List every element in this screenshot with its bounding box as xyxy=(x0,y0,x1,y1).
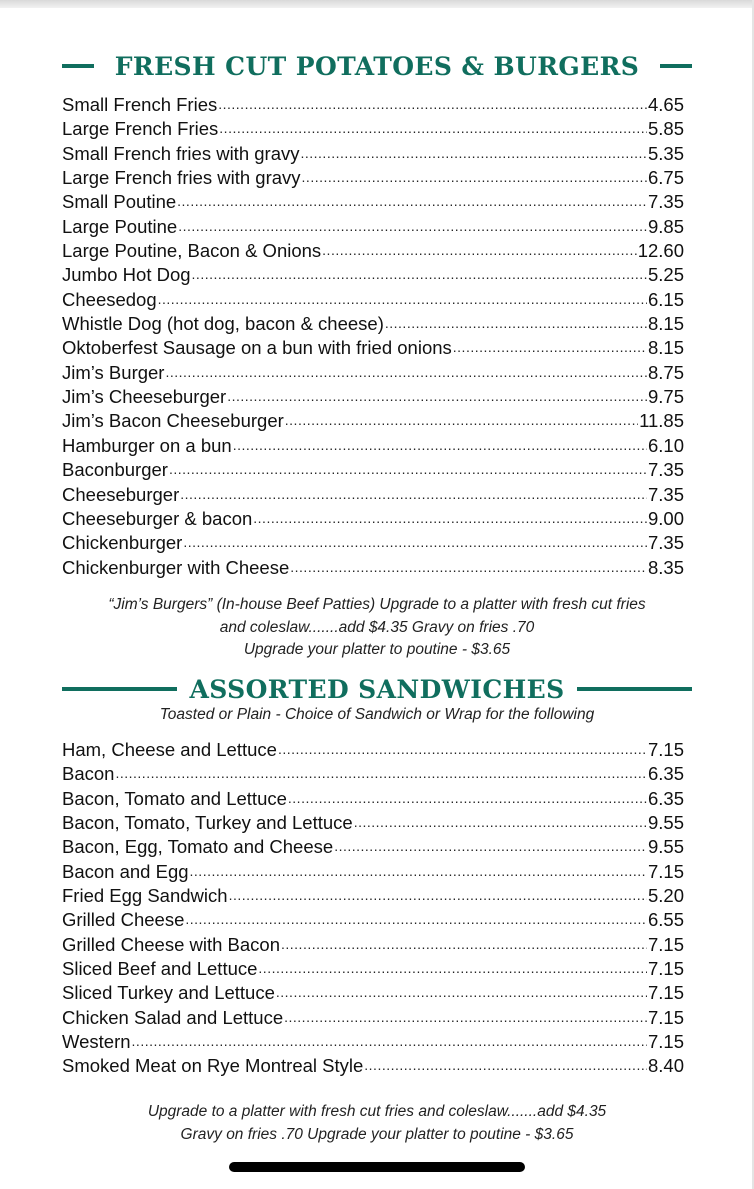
menu-item-name: Bacon, Egg, Tomato and Cheese xyxy=(62,836,334,858)
menu-item-name: Jim’s Burger xyxy=(62,361,165,383)
menu-item-name: Chickenburger xyxy=(62,532,183,554)
heading-rule-right xyxy=(577,687,692,691)
menu-item-name: Jumbo Hot Dog xyxy=(62,264,191,286)
menu-item-row xyxy=(62,957,684,981)
menu-item-price: 5.35 xyxy=(647,142,684,164)
sandwich-menu-list xyxy=(62,738,684,1079)
menu-item-name: Grilled Cheese with Bacon xyxy=(62,933,280,955)
menu-item-row xyxy=(62,835,684,859)
menu-item-name: Oktoberfest Sausage on a bun with fried onions xyxy=(62,337,452,359)
menu-item-row xyxy=(62,738,684,762)
menu-item-price: 6.35 xyxy=(647,787,684,809)
dot-leader xyxy=(281,933,647,951)
menu-item-price: 6.35 xyxy=(647,763,684,785)
menu-item-price: 11.85 xyxy=(639,410,684,432)
menu-item-row xyxy=(62,215,684,239)
dot-leader xyxy=(233,434,647,452)
dot-leader xyxy=(115,762,647,780)
menu-item-row xyxy=(62,409,684,433)
menu-item-name: Smoked Meat on Rye Montreal Style xyxy=(62,1055,364,1077)
dot-leader xyxy=(253,507,647,525)
heading-rule-left xyxy=(62,64,94,68)
menu-item-row xyxy=(62,336,684,360)
dot-leader xyxy=(453,336,647,354)
menu-item-name: Jim’s Bacon Cheeseburger xyxy=(62,410,284,432)
sandwich-section-subtitle: Toasted or Plain - Choice of Sandwich or Wrap for the following xyxy=(159,706,595,723)
menu-item-price: 7.15 xyxy=(647,860,684,882)
dot-leader xyxy=(218,93,647,111)
menu-item-price: 7.15 xyxy=(647,933,684,955)
menu-item-price: 9.55 xyxy=(647,836,684,858)
menu-item-name: Bacon and Egg xyxy=(62,860,189,882)
menu-item-row xyxy=(62,312,684,336)
note-line: Gravy on fries .70 Upgrade your platter to poutine - $3.65 xyxy=(180,1125,574,1143)
menu-item-price: 9.55 xyxy=(647,812,684,834)
dot-leader xyxy=(364,1054,647,1072)
menu-item-price: 7.15 xyxy=(647,982,684,1004)
menu-item-row xyxy=(62,434,684,458)
dot-leader xyxy=(158,288,647,306)
sandwich-section-heading xyxy=(62,674,692,704)
menu-item-name: Fried Egg Sandwich xyxy=(62,885,228,907)
sandwich-platter-note xyxy=(62,1101,692,1146)
menu-item-price: 6.55 xyxy=(647,909,684,931)
menu-item-price: 6.15 xyxy=(647,288,684,310)
dot-leader xyxy=(290,556,647,574)
dot-leader xyxy=(192,263,647,281)
dot-leader xyxy=(288,787,647,805)
menu-item-price: 9.00 xyxy=(647,507,684,529)
menu-item-price: 8.75 xyxy=(647,361,684,383)
menu-item-row xyxy=(62,288,684,312)
menu-item-row xyxy=(62,458,684,482)
menu-item-name: Sliced Beef and Lettuce xyxy=(62,958,258,980)
menu-item-name: Cheeseburger xyxy=(62,483,180,505)
menu-item-price: 7.15 xyxy=(647,739,684,760)
menu-item-name: Jim’s Cheeseburger xyxy=(62,386,227,408)
menu-item-row xyxy=(62,556,684,580)
menu-item-row xyxy=(62,884,684,908)
note-line: and coleslaw.......add $4.35 Gravy on fries .70 xyxy=(219,618,535,636)
home-indicator[interactable] xyxy=(229,1162,525,1172)
menu-item-name: Grilled Cheese xyxy=(62,909,185,931)
menu-item-name: Baconburger xyxy=(62,459,168,481)
menu-item-name: Cheesedog xyxy=(62,288,157,310)
dot-leader xyxy=(278,738,647,756)
menu-item-name: Whistle Dog (hot dog, bacon & cheese) xyxy=(62,313,384,335)
menu-item-price: 9.75 xyxy=(647,386,684,408)
dot-leader xyxy=(185,908,647,926)
heading-rule-right xyxy=(660,64,692,68)
menu-item-row xyxy=(62,787,684,811)
dot-leader xyxy=(180,483,647,501)
dot-leader xyxy=(227,385,647,403)
menu-item-row xyxy=(62,1006,684,1030)
dot-leader xyxy=(169,458,647,476)
note-line: Upgrade to a platter with fresh cut fries and coleslaw.......add $4.35 xyxy=(147,1103,607,1120)
menu-item-name: Chicken Salad and Lettuce xyxy=(62,1006,284,1028)
menu-item-price: 7.35 xyxy=(647,459,684,481)
note-line: Upgrade your platter to poutine - $3.65 xyxy=(243,641,511,658)
dot-leader xyxy=(229,884,647,902)
dot-leader xyxy=(219,117,647,135)
menu-item-name: Bacon, Tomato and Lettuce xyxy=(62,787,287,809)
sandwich-section-title: ASSORTED SANDWICHES xyxy=(189,674,565,704)
menu-item-name: Bacon, Tomato, Turkey and Lettuce xyxy=(62,812,353,834)
menu-item-price: 12.60 xyxy=(637,240,684,262)
menu-item-row xyxy=(62,1054,684,1078)
dot-leader xyxy=(354,811,647,829)
menu-item-name: Bacon xyxy=(62,763,115,785)
menu-item-name: Small French fries with gravy xyxy=(62,142,300,164)
menu-item-price: 9.85 xyxy=(647,215,684,237)
menu-item-name: Hamburger on a bun xyxy=(62,434,232,456)
dot-leader xyxy=(165,361,647,379)
menu-item-price: 7.35 xyxy=(647,483,684,505)
potatoes-menu-list xyxy=(62,93,684,580)
menu-item-row xyxy=(62,908,684,932)
menu-item-name: Cheeseburger & bacon xyxy=(62,507,253,529)
menu-item-name: Large Poutine xyxy=(62,215,178,237)
menu-item-price: 8.15 xyxy=(647,337,684,359)
menu-item-price: 6.75 xyxy=(647,167,684,189)
menu-item-price: 5.20 xyxy=(647,885,684,907)
top-edge-bar xyxy=(0,0,754,8)
potatoes-platter-note xyxy=(62,594,692,662)
dot-leader xyxy=(183,531,647,549)
dot-leader xyxy=(276,981,647,999)
menu-item-price: 5.25 xyxy=(647,264,684,286)
menu-item-row xyxy=(62,981,684,1005)
menu-item-row xyxy=(62,166,684,190)
menu-item-row xyxy=(62,93,684,117)
dot-leader xyxy=(178,215,647,233)
dot-leader xyxy=(177,190,647,208)
heading-rule-left xyxy=(62,687,177,691)
menu-item-row xyxy=(62,860,684,884)
menu-item-price: 4.65 xyxy=(647,94,684,115)
menu-item-row xyxy=(62,531,684,555)
menu-item-name: Small French Fries xyxy=(62,94,218,115)
menu-item-row xyxy=(62,190,684,214)
menu-item-price: 8.35 xyxy=(647,556,684,578)
menu-item-row xyxy=(62,263,684,287)
potatoes-section-heading xyxy=(62,50,692,82)
menu-item-row xyxy=(62,483,684,507)
menu-item-price: 8.40 xyxy=(647,1055,684,1077)
menu-item-name: Western xyxy=(62,1031,131,1053)
menu-item-row xyxy=(62,933,684,957)
menu-item-row xyxy=(62,507,684,531)
dot-leader xyxy=(258,957,647,975)
dot-leader xyxy=(385,312,647,330)
menu-item-name: Large French fries with gravy xyxy=(62,167,301,189)
dot-leader xyxy=(300,142,647,160)
menu-item-row xyxy=(62,1030,684,1054)
menu-item-name: Sliced Turkey and Lettuce xyxy=(62,982,275,1004)
menu-item-row xyxy=(62,811,684,835)
menu-item-price: 7.15 xyxy=(647,1031,684,1053)
menu-item-price: 7.35 xyxy=(647,532,684,554)
dot-leader xyxy=(132,1030,647,1048)
menu-item-row xyxy=(62,239,684,263)
menu-item-price: 6.10 xyxy=(647,434,684,456)
menu-item-price: 7.35 xyxy=(647,191,684,213)
menu-item-name: Chickenburger with Cheese xyxy=(62,556,290,578)
menu-item-row xyxy=(62,762,684,786)
menu-item-price: 5.85 xyxy=(647,118,684,140)
menu-item-price: 7.15 xyxy=(647,1006,684,1028)
dot-leader xyxy=(322,239,637,257)
potatoes-section-title: FRESH CUT POTATOES & BURGERS xyxy=(114,51,640,81)
menu-item-name: Large French Fries xyxy=(62,118,219,140)
menu-item-name: Ham, Cheese and Lettuce xyxy=(62,739,277,760)
menu-item-price: 7.15 xyxy=(647,958,684,980)
menu-item-row xyxy=(62,361,684,385)
menu-item-name: Small Poutine xyxy=(62,191,177,213)
note-line: “Jim’s Burgers” (In-house Beef Patties) Upgrade to a platter with fresh cut fries xyxy=(108,596,646,613)
dot-leader xyxy=(284,1006,647,1024)
menu-item-row xyxy=(62,385,684,409)
menu-item-row xyxy=(62,117,684,141)
dot-leader xyxy=(302,166,647,184)
menu-item-price: 8.15 xyxy=(647,313,684,335)
menu-item-row xyxy=(62,142,684,166)
dot-leader xyxy=(334,835,647,853)
menu-item-name: Large Poutine, Bacon & Onions xyxy=(62,240,322,262)
dot-leader xyxy=(190,860,647,878)
dot-leader xyxy=(285,409,638,427)
